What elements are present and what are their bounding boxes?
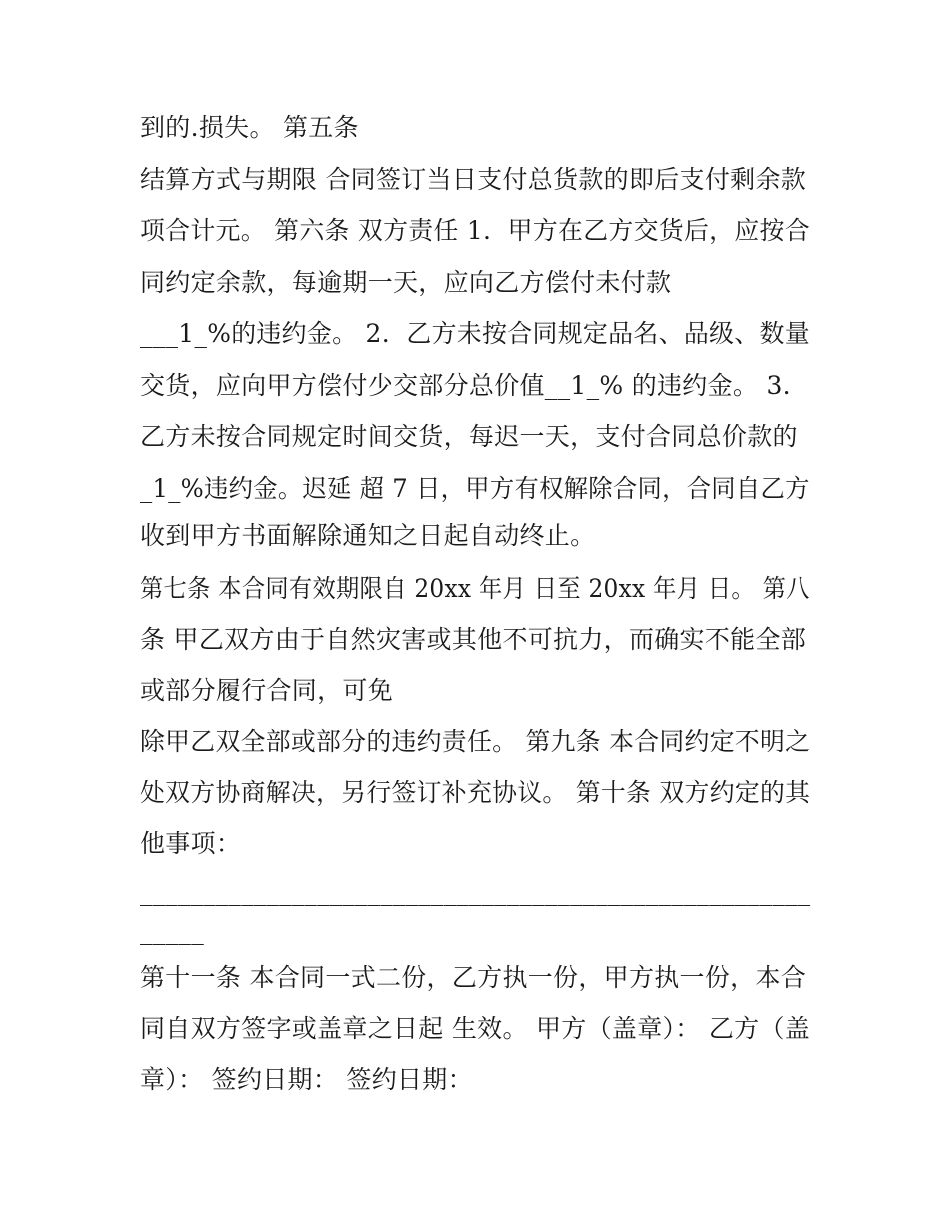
text-line: 除甲乙双全部或部分的违约责任。 第九条 本合同约定不明之: [140, 727, 811, 756]
text-line: _1_%违约金。迟延 超 7 日，甲方有权解除合同，合同自乙方: [140, 474, 810, 503]
text-line: 结算方式与期限 合同签订当日支付总货款的即后支付剩余款: [140, 165, 807, 194]
text-line: 第十一条 本合同一式二份，乙方执一份，甲方执一份，本合: [140, 963, 807, 992]
text-line: 或部分履行合同，可免: [140, 676, 394, 705]
text-line: 交货，应向甲方偿付少交部分总价值__1_% 的违约金。 3.: [140, 371, 791, 400]
text-line: 项合计元。 第六条 双方责任 1. 甲方在乙方交货后，应按合: [140, 216, 810, 245]
text-line: 条 甲乙双方由于自然灾害或其他不可抗力，而确实不能全部: [140, 625, 807, 654]
blank-fill-line: _____: [140, 916, 204, 945]
text-line: 他事项：: [140, 829, 242, 858]
text-line: 处双方协商解决，另行签订补充协议。 第十条 双方约定的其: [140, 778, 811, 807]
text-line: 第七条 本合同有效期限自 20xx 年月 日至 20xx 年月 日。 第八: [140, 574, 810, 603]
blank-fill-line: _____________________________________________________: [140, 877, 811, 906]
text-line: 收到甲方书面解除通知之日起自动终止。: [140, 521, 596, 550]
text-line: 到的.损失。 第五条: [140, 113, 359, 142]
text-line: 同约定余款，每逾期一天，应向乙方偿付未付款: [140, 268, 672, 297]
text-line: ___1_%的违约金。 2. 乙方未按合同规定品名、品级、数量: [140, 319, 810, 348]
text-line: 乙方未按合同规定时间交货，每迟一天，支付合同总价款的: [140, 422, 798, 451]
text-line: 同自双方签字或盖章之日起 生效。 甲方（盖章）： 乙方（盖: [140, 1014, 811, 1043]
text-line: 章）： 签约日期： 签约日期：: [140, 1065, 473, 1094]
